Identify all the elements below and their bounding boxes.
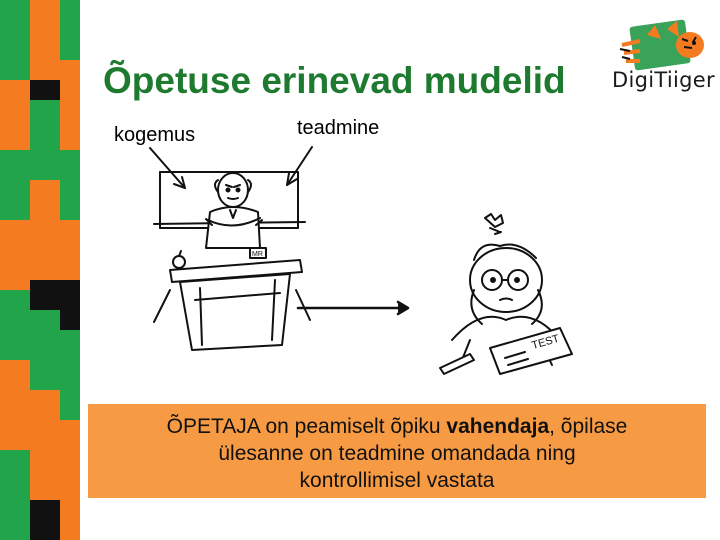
arrow-kogemus-icon (150, 148, 185, 188)
logo-text: DigiTiiger (612, 68, 715, 92)
test-label: TEST (530, 332, 561, 353)
banner-line-3: kontrollimisel vastata (299, 469, 495, 492)
podium-icon (170, 260, 302, 350)
decorative-stripe (0, 0, 80, 540)
arrow-teadmine-icon (287, 147, 312, 185)
banner-text (88, 404, 706, 494)
classroom-illustration (140, 140, 710, 410)
banner-line-2: ülesanne on teadmine omandada ning (218, 442, 576, 465)
pencil-icon (440, 354, 474, 374)
slide-title: Õpetuse erinevad mudelid (103, 60, 566, 101)
banner-bold: vahendaja (446, 415, 550, 438)
apple-icon (173, 251, 185, 268)
test-sheet-icon (490, 328, 572, 374)
teacher-icon (206, 173, 262, 248)
podium-sign-label: MR (252, 251, 263, 258)
banner-line-1: ÕPETAJA on peamiselt õpiku vahendaja, õpilase (166, 415, 628, 438)
label-kogemus: kogemus (114, 124, 196, 146)
label-teadmine: teadmine (297, 117, 380, 139)
summary-banner (88, 404, 706, 498)
arrow-right-icon (298, 302, 408, 314)
